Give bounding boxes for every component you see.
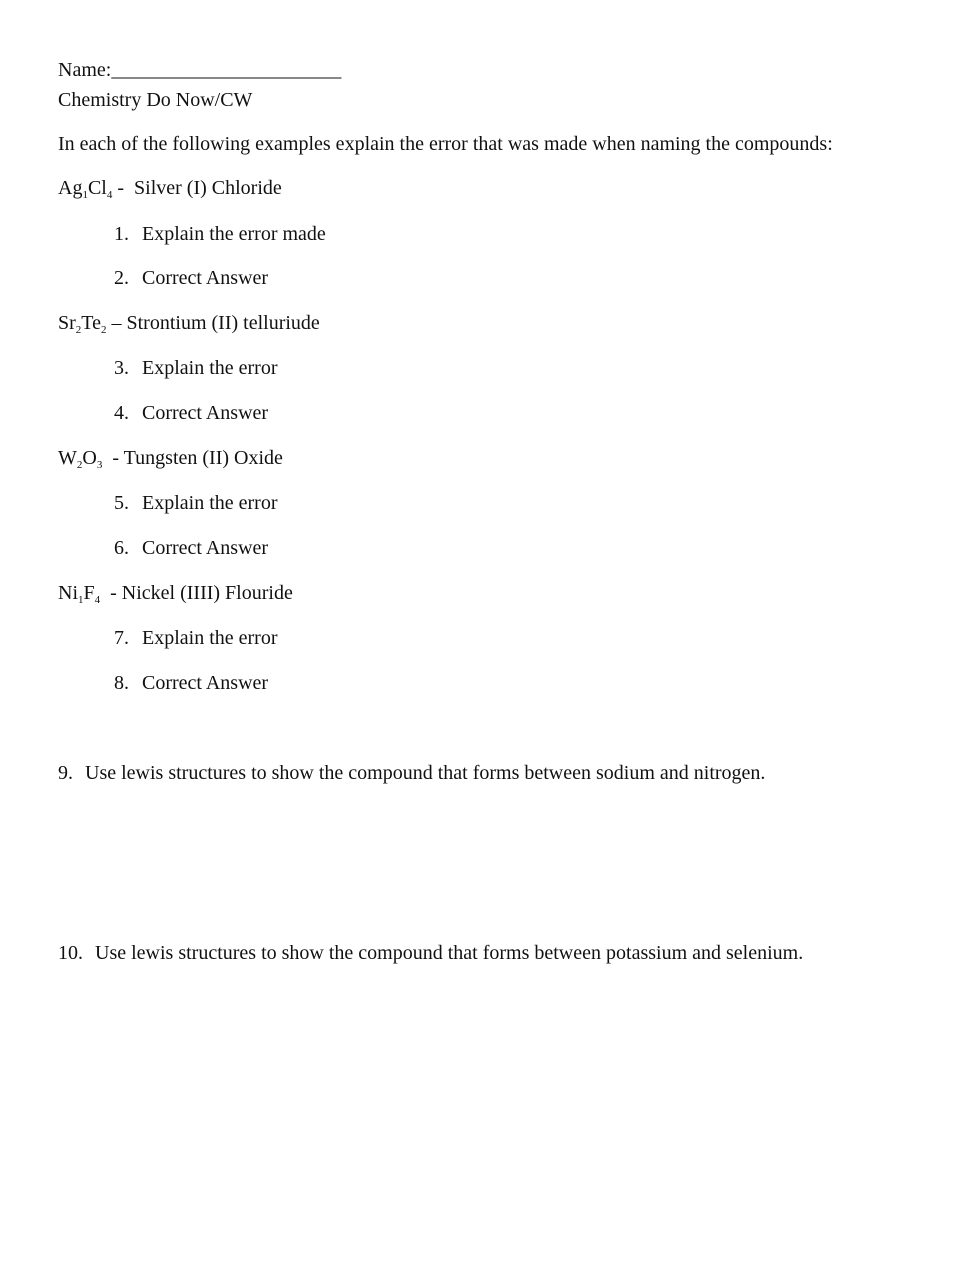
compound-2-heading xyxy=(58,311,320,335)
item-number: 5. xyxy=(114,492,129,514)
list-item xyxy=(114,356,278,380)
formula-part: Ag xyxy=(58,177,83,199)
formula-part: O xyxy=(82,447,97,469)
compound-name: - Nickel (IIII) Flouride xyxy=(100,582,293,604)
question-10 xyxy=(58,941,803,965)
item-number: 7. xyxy=(114,627,129,649)
item-number: 4. xyxy=(114,402,129,424)
question-text: Use lewis structures to show the compound that forms between sodium and nitrogen. xyxy=(85,762,766,784)
question-9 xyxy=(58,761,765,785)
formula-subscript: 4 xyxy=(94,594,101,606)
compound-4-heading xyxy=(58,581,293,605)
list-item xyxy=(114,536,268,560)
formula-part: F xyxy=(83,582,95,604)
formula-part: Sr xyxy=(58,312,76,334)
name-blank: _______________________ xyxy=(111,59,342,81)
instructions: In each of the following examples explain the error that was made when naming the compounds: xyxy=(58,133,833,155)
formula-subscript: 2 xyxy=(101,324,107,336)
compound-name: - Tungsten (II) Oxide xyxy=(102,447,283,469)
item-number: 2. xyxy=(114,267,129,289)
list-item xyxy=(114,266,268,290)
formula-subscript: 4 xyxy=(106,189,113,201)
item-text: Explain the error xyxy=(142,492,278,514)
item-number: 8. xyxy=(114,672,129,694)
item-text: Correct Answer xyxy=(142,402,269,424)
compound-name: - Silver (I) Chloride xyxy=(112,177,282,199)
formula-subscript: 3 xyxy=(96,459,103,471)
compound-1-heading xyxy=(58,176,282,200)
item-number: 3. xyxy=(114,357,129,379)
worksheet-subtitle: Chemistry Do Now/CW xyxy=(58,89,253,111)
list-item xyxy=(114,626,278,650)
list-item xyxy=(114,671,268,695)
compound-3-heading xyxy=(58,446,283,470)
formula-part: Cl xyxy=(87,177,107,199)
item-text: Correct Answer xyxy=(142,267,269,289)
item-text: Explain the error xyxy=(142,627,278,649)
item-text: Correct Answer xyxy=(142,537,269,559)
list-item xyxy=(114,491,278,515)
question-text: Use lewis structures to show the compound that forms between potassium and selenium. xyxy=(95,942,804,964)
list-item xyxy=(114,222,326,246)
formula-subscript: 2 xyxy=(75,324,82,336)
item-text: Correct Answer xyxy=(142,672,269,694)
formula-subscript: 1 xyxy=(82,189,88,201)
item-text: Explain the error xyxy=(142,357,278,379)
question-number: 10. xyxy=(58,942,83,964)
name-label: Name: xyxy=(58,59,112,81)
name-line xyxy=(58,58,341,82)
item-text: Explain the error made xyxy=(142,223,326,245)
formula-part: Te xyxy=(81,312,101,334)
formula-subscript: 1 xyxy=(78,594,84,606)
item-number: 1. xyxy=(114,223,129,245)
question-number: 9. xyxy=(58,762,73,784)
formula-part: Ni xyxy=(58,582,78,604)
formula-part: W xyxy=(58,447,77,469)
formula-subscript: 2 xyxy=(76,459,83,471)
compound-name: – Strontium (II) telluriude xyxy=(106,312,320,334)
item-number: 6. xyxy=(114,537,129,559)
list-item xyxy=(114,401,268,425)
